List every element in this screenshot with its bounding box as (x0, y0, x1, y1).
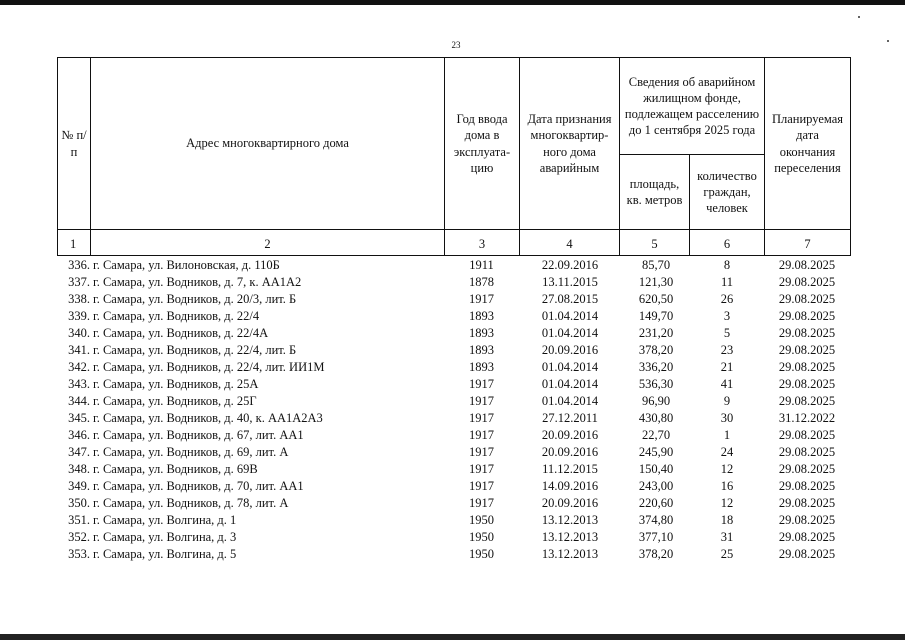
row-residents: 1 (723, 428, 731, 442)
row-residents: 16 (720, 479, 734, 493)
row-address: г. Самара, ул. Водников, д. 69, лит. А (93, 445, 289, 459)
table-row (60, 376, 850, 393)
page-number: 23 (451, 40, 461, 50)
column-number: 6 (690, 230, 765, 256)
row-planned-date: 29.08.2025 (778, 530, 836, 544)
row-year: 1950 (469, 547, 494, 561)
row-recognition-date: 20.09.2016 (541, 496, 599, 510)
row-area: 374,80 (638, 513, 674, 527)
table-row (60, 410, 850, 427)
row-area: 430,80 (638, 411, 674, 425)
row-number: 345. (68, 411, 90, 425)
row-year: 1917 (469, 377, 494, 391)
header-num: № п/п (58, 58, 91, 230)
header-planned-date: Планируемая дата окончания переселения (765, 58, 851, 230)
row-planned-date: 29.08.2025 (778, 292, 836, 306)
row-year: 1950 (469, 530, 494, 544)
row-recognition-date: 01.04.2014 (541, 326, 599, 340)
row-address: г. Самара, ул. Водников, д. 7, к. АА1А2 (93, 275, 302, 289)
row-recognition-date: 01.04.2014 (541, 309, 599, 323)
row-address: г. Самара, ул. Волгина, д. 5 (93, 547, 237, 561)
row-number: 338. (68, 292, 90, 306)
row-planned-date: 29.08.2025 (778, 343, 836, 357)
row-number: 347. (68, 445, 90, 459)
row-address: г. Самара, ул. Водников, д. 40, к. АА1А2А3 (93, 411, 323, 425)
row-recognition-date: 27.12.2011 (542, 411, 598, 425)
row-area: 121,30 (638, 275, 674, 289)
row-address: г. Самара, ул. Водников, д. 25А (93, 377, 259, 391)
row-number: 351. (68, 513, 90, 527)
row-number: 349. (68, 479, 90, 493)
row-planned-date: 31.12.2022 (778, 411, 836, 425)
row-recognition-date: 01.04.2014 (541, 360, 599, 374)
row-number: 341. (68, 343, 90, 357)
row-year: 1917 (469, 479, 494, 493)
header-emergency-fund: Сведения об аварийном жилищном фонде, подлежащем расселению до 1 сентября 2025 года (620, 58, 765, 155)
scan-bottom-border (0, 634, 905, 640)
row-number: 336. (68, 258, 90, 272)
row-year: 1917 (469, 411, 494, 425)
row-area: 377,10 (638, 530, 674, 544)
column-number: 2 (91, 230, 445, 256)
row-area: 536,30 (638, 377, 674, 391)
row-recognition-date: 01.04.2014 (541, 394, 599, 408)
row-residents: 12 (720, 496, 734, 510)
row-area: 620,50 (638, 292, 674, 306)
row-planned-date: 29.08.2025 (778, 496, 836, 510)
row-residents: 24 (720, 445, 734, 459)
row-residents: 21 (720, 360, 734, 374)
table-row (60, 308, 850, 325)
table-row (60, 512, 850, 529)
row-number: 342. (68, 360, 90, 374)
row-residents: 26 (720, 292, 734, 306)
scan-speck (858, 16, 860, 18)
column-number-row (58, 230, 851, 256)
row-planned-date: 29.08.2025 (778, 445, 836, 459)
row-recognition-date: 22.09.2016 (541, 258, 599, 272)
row-year: 1917 (469, 428, 494, 442)
row-planned-date: 29.08.2025 (778, 462, 836, 476)
row-planned-date: 29.08.2025 (778, 428, 836, 442)
row-residents: 8 (723, 258, 731, 272)
column-number: 4 (520, 230, 620, 256)
table-row (60, 495, 850, 512)
row-recognition-date: 13.12.2013 (541, 547, 599, 561)
row-planned-date: 29.08.2025 (778, 547, 836, 561)
row-residents: 23 (720, 343, 734, 357)
row-area: 150,40 (638, 462, 674, 476)
row-planned-date: 29.08.2025 (778, 513, 836, 527)
row-recognition-date: 20.09.2016 (541, 343, 599, 357)
row-address: г. Самара, ул. Волгина, д. 3 (93, 530, 237, 544)
row-area: 22,70 (641, 428, 671, 442)
table-row (60, 359, 850, 376)
row-recognition-date: 11.12.2015 (542, 462, 598, 476)
table-header (57, 57, 851, 256)
row-number: 344. (68, 394, 90, 408)
header-area: площадь, кв. метров (620, 155, 690, 230)
table-row (60, 291, 850, 308)
row-recognition-date: 13.12.2013 (541, 530, 599, 544)
table-row (60, 546, 850, 563)
row-area: 245,90 (638, 445, 674, 459)
row-year: 1893 (469, 326, 494, 340)
row-number: 337. (68, 275, 90, 289)
row-year: 1917 (469, 496, 494, 510)
row-year: 1917 (469, 462, 494, 476)
row-recognition-date: 13.11.2015 (542, 275, 598, 289)
row-recognition-date: 13.12.2013 (541, 513, 599, 527)
row-address: г. Самара, ул. Водников, д. 20/3, лит. Б (93, 292, 297, 306)
row-address: г. Самара, ул. Водников, д. 25Г (93, 394, 257, 408)
row-residents: 3 (723, 309, 731, 323)
row-residents: 9 (723, 394, 731, 408)
row-year: 1893 (469, 309, 494, 323)
table-row (60, 529, 850, 546)
row-address: г. Самара, ул. Волгина, д. 1 (93, 513, 237, 527)
row-address: г. Самара, ул. Водников, д. 22/4, лит. Б (93, 343, 297, 357)
row-number: 346. (68, 428, 90, 442)
row-planned-date: 29.08.2025 (778, 309, 836, 323)
row-planned-date: 29.08.2025 (778, 360, 836, 374)
row-area: 378,20 (638, 343, 674, 357)
row-address: г. Самара, ул. Водников, д. 67, лит. АА1 (93, 428, 304, 442)
row-recognition-date: 01.04.2014 (541, 377, 599, 391)
row-area: 220,60 (638, 496, 674, 510)
table-row (60, 393, 850, 410)
row-area: 85,70 (641, 258, 671, 272)
row-year: 1893 (469, 343, 494, 357)
row-year: 1878 (469, 275, 494, 289)
table-row (60, 427, 850, 444)
row-residents: 41 (720, 377, 734, 391)
row-planned-date: 29.08.2025 (778, 258, 836, 272)
table-row (60, 444, 850, 461)
row-residents: 18 (720, 513, 734, 527)
row-number: 343. (68, 377, 90, 391)
scan-top-border (0, 0, 905, 5)
header-recognition-date: Дата признания многоквартир-ного дома аварийным (520, 58, 620, 230)
column-number: 7 (765, 230, 851, 256)
row-address: г. Самара, ул. Водников, д. 70, лит. АА1 (93, 479, 304, 493)
row-number: 352. (68, 530, 90, 544)
header-residents: количество граждан, человек (690, 155, 765, 230)
row-recognition-date: 14.09.2016 (541, 479, 599, 493)
row-number: 353. (68, 547, 90, 561)
row-year: 1911 (469, 258, 494, 272)
row-area: 336,20 (638, 360, 674, 374)
row-recognition-date: 20.09.2016 (541, 428, 599, 442)
row-year: 1917 (469, 394, 494, 408)
row-residents: 31 (720, 530, 734, 544)
row-recognition-date: 20.09.2016 (541, 445, 599, 459)
row-address: г. Самара, ул. Водников, д. 22/4А (93, 326, 269, 340)
table-row (60, 257, 850, 274)
column-number: 3 (445, 230, 520, 256)
row-number: 348. (68, 462, 90, 476)
row-residents: 11 (720, 275, 734, 289)
row-planned-date: 29.08.2025 (778, 479, 836, 493)
row-planned-date: 29.08.2025 (778, 394, 836, 408)
row-area: 378,20 (638, 547, 674, 561)
table-row (60, 342, 850, 359)
row-planned-date: 29.08.2025 (778, 275, 836, 289)
row-year: 1917 (469, 445, 494, 459)
row-area: 96,90 (641, 394, 671, 408)
row-number: 350. (68, 496, 90, 510)
row-residents: 30 (720, 411, 734, 425)
row-area: 149,70 (638, 309, 674, 323)
table-row (60, 461, 850, 478)
row-year: 1950 (469, 513, 494, 527)
row-planned-date: 29.08.2025 (778, 326, 836, 340)
row-residents: 25 (720, 547, 734, 561)
row-planned-date: 29.08.2025 (778, 377, 836, 391)
row-year: 1893 (469, 360, 494, 374)
table-body (60, 257, 850, 563)
table-row (60, 478, 850, 495)
scan-speck (887, 40, 889, 42)
header-year: Год ввода дома в эксплуата-цию (445, 58, 520, 230)
row-recognition-date: 27.08.2015 (541, 292, 599, 306)
row-address: г. Самара, ул. Вилоновская, д. 110Б (93, 258, 280, 272)
header-address: Адрес многоквартирного дома (91, 58, 445, 230)
row-address: г. Самара, ул. Водников, д. 78, лит. А (93, 496, 289, 510)
table-row (60, 325, 850, 342)
row-year: 1917 (469, 292, 494, 306)
row-address: г. Самара, ул. Водников, д. 22/4 (93, 309, 260, 323)
row-area: 243,00 (638, 479, 674, 493)
row-address: г. Самара, ул. Водников, д. 22/4, лит. ИИ1М (93, 360, 325, 374)
row-number: 339. (68, 309, 90, 323)
row-residents: 12 (720, 462, 734, 476)
row-residents: 5 (723, 326, 731, 340)
row-number: 340. (68, 326, 90, 340)
column-number: 1 (58, 230, 91, 256)
row-address: г. Самара, ул. Водников, д. 69В (93, 462, 258, 476)
column-number: 5 (620, 230, 690, 256)
table-row (60, 274, 850, 291)
row-area: 231,20 (638, 326, 674, 340)
